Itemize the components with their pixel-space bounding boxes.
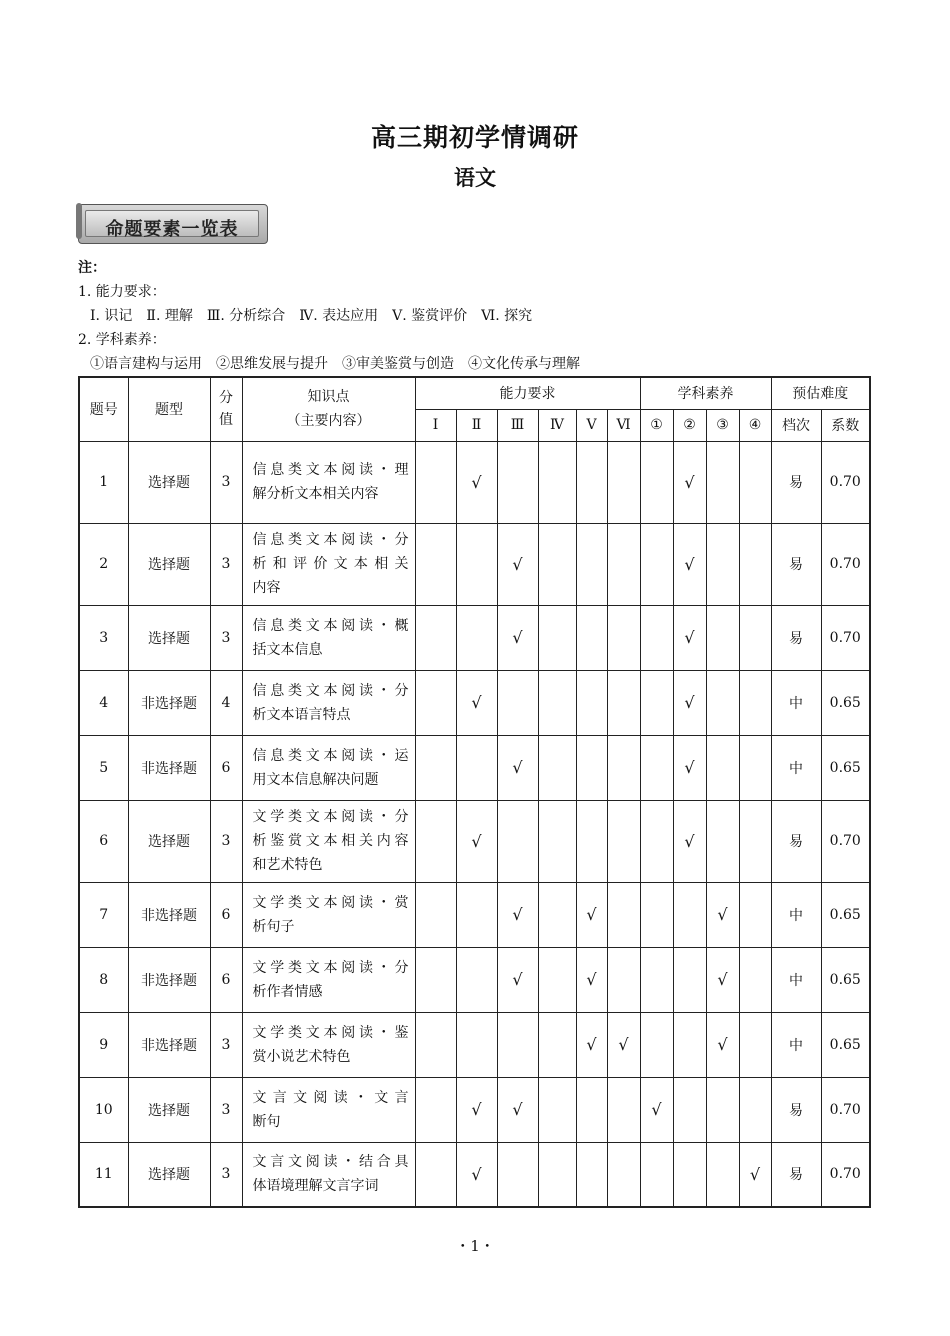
cell-ability-1: [415, 523, 456, 605]
table-row: [79, 1012, 870, 1077]
cell-ability-4: [538, 800, 576, 882]
table-row: [79, 735, 870, 800]
cell-ability-6: [607, 1012, 640, 1077]
check-mark: √: [512, 970, 523, 989]
check-mark: √: [471, 693, 482, 712]
cell-ability-6: [607, 800, 640, 882]
literacy-notes-items: ①语言建构与运用 ②思维发展与提升 ③审美鉴赏与创造 ④文化传承与理解: [90, 356, 580, 372]
check-mark: √: [684, 758, 695, 777]
cell-level: 易: [771, 1142, 821, 1207]
cell-literacy-1: [640, 735, 673, 800]
table-row: [79, 800, 870, 882]
cell-literacy-4: [739, 882, 771, 947]
cell-ability-1: [415, 1142, 456, 1207]
check-mark: √: [684, 628, 695, 647]
cell-ability-2: [456, 1012, 497, 1077]
check-mark: √: [651, 1100, 662, 1119]
header-number: 题号: [79, 377, 128, 441]
cell-literacy-2: [673, 735, 706, 800]
table-row: [79, 441, 870, 523]
cell-coef: 0.70: [821, 800, 870, 882]
cell-ability-3: [497, 605, 538, 670]
cell-score: 3: [210, 1142, 242, 1207]
cell-knowledge: [242, 1012, 415, 1077]
cell-literacy-3: [706, 605, 739, 670]
cell-score: 6: [210, 882, 242, 947]
cell-ability-5: [576, 523, 607, 605]
cell-number: 7: [79, 882, 128, 947]
cell-literacy-3: [706, 441, 739, 523]
check-mark: √: [618, 1035, 629, 1054]
knowledge-line: 文学类文本阅读・赏: [252, 894, 409, 911]
page-title: 高三期初学情调研: [370, 123, 579, 152]
check-mark: √: [512, 758, 523, 777]
knowledge-line: 文学类文本阅读・鉴: [252, 1024, 409, 1041]
cell-ability-2: [456, 523, 497, 605]
cell-score: 3: [210, 800, 242, 882]
check-mark: √: [471, 1100, 482, 1119]
cell-coef: 0.65: [821, 882, 870, 947]
check-mark: √: [684, 554, 695, 574]
cell-level: 中: [771, 1012, 821, 1077]
header-ability-col: Ⅳ: [538, 409, 576, 441]
cell-literacy-1: [640, 800, 673, 882]
badge-decoration: [76, 203, 82, 239]
cell-ability-6: [607, 882, 640, 947]
cell-number: 10: [79, 1077, 128, 1142]
cell-literacy-1: [640, 1077, 673, 1142]
cell-ability-5: [576, 605, 607, 670]
cell-literacy-4: [739, 441, 771, 523]
cell-type: 选择题: [128, 523, 210, 605]
cell-ability-1: [415, 800, 456, 882]
header-score: [210, 377, 242, 441]
cell-coef: 0.65: [821, 670, 870, 735]
cell-knowledge: [242, 947, 415, 1012]
cell-knowledge: [242, 441, 415, 523]
cell-ability-3: [497, 523, 538, 605]
cell-ability-3: [497, 670, 538, 735]
cell-literacy-4: [739, 800, 771, 882]
knowledge-line: 析和评价文本相关: [252, 556, 409, 572]
table-row: [79, 1077, 870, 1142]
cell-ability-3: [497, 1077, 538, 1142]
cell-literacy-1: [640, 947, 673, 1012]
cell-type: 非选择题: [128, 947, 210, 1012]
cell-ability-2: [456, 605, 497, 670]
check-mark: √: [684, 693, 695, 712]
cell-literacy-1: [640, 1142, 673, 1207]
cell-ability-1: [415, 947, 456, 1012]
cell-literacy-3: [706, 882, 739, 947]
table-row: [79, 1142, 870, 1207]
cell-literacy-1: [640, 441, 673, 523]
header-coef: 系数: [821, 409, 870, 441]
header-literacy-col: ③: [706, 409, 739, 441]
cell-literacy-2: [673, 1142, 706, 1207]
badge-label: 命题要素一览表: [105, 219, 239, 240]
cell-number: 9: [79, 1012, 128, 1077]
cell-score: 4: [210, 670, 242, 735]
cell-ability-4: [538, 1077, 576, 1142]
cell-literacy-2: [673, 800, 706, 882]
cell-ability-6: [607, 605, 640, 670]
cell-literacy-3: [706, 735, 739, 800]
cell-ability-5: [576, 1142, 607, 1207]
cell-score: 3: [210, 523, 242, 605]
header-knowledge: [242, 377, 415, 441]
header-literacy-col: ①: [640, 409, 673, 441]
cell-literacy-3: [706, 523, 739, 605]
cell-coef: 0.70: [821, 441, 870, 523]
cell-ability-5: [576, 1012, 607, 1077]
cell-ability-6: [607, 1142, 640, 1207]
cell-type: 选择题: [128, 1142, 210, 1207]
cell-type: 非选择题: [128, 735, 210, 800]
cell-score: 6: [210, 735, 242, 800]
cell-literacy-4: [739, 1142, 771, 1207]
cell-ability-4: [538, 735, 576, 800]
literacy-notes-title: 2. 学科素养：: [78, 332, 166, 348]
table-row: [79, 670, 870, 735]
cell-literacy-4: [739, 670, 771, 735]
cell-ability-4: [538, 670, 576, 735]
cell-ability-4: [538, 947, 576, 1012]
question-elements-table: [78, 376, 871, 1208]
check-mark: √: [684, 472, 695, 492]
header-ability-col: Ⅲ: [497, 409, 538, 441]
table-header-row: [79, 377, 870, 409]
knowledge-line: 信息类文本阅读・概: [252, 617, 409, 634]
cell-score: 3: [210, 441, 242, 523]
header-type: 题型: [128, 377, 210, 441]
cell-level: 易: [771, 523, 821, 605]
cell-ability-5: [576, 947, 607, 1012]
cell-coef: 0.70: [821, 1142, 870, 1207]
header-literacy: 学科素养: [640, 377, 771, 409]
cell-ability-4: [538, 441, 576, 523]
table-row: [79, 605, 870, 670]
cell-ability-6: [607, 523, 640, 605]
cell-ability-4: [538, 523, 576, 605]
header-knowledge-line2: （主要内容）: [286, 413, 371, 430]
check-mark: √: [684, 831, 695, 851]
knowledge-line: 用文本信息解决问题: [252, 771, 379, 788]
cell-ability-4: [538, 1142, 576, 1207]
check-mark: √: [471, 472, 482, 492]
cell-ability-6: [607, 735, 640, 800]
cell-ability-2: [456, 1142, 497, 1207]
cell-literacy-3: [706, 670, 739, 735]
page-subtitle: 语文: [454, 166, 496, 190]
cell-ability-1: [415, 735, 456, 800]
check-mark: √: [512, 554, 523, 574]
cell-ability-3: [497, 882, 538, 947]
cell-literacy-1: [640, 605, 673, 670]
cell-literacy-2: [673, 1077, 706, 1142]
cell-number: 2: [79, 523, 128, 605]
table-row: [79, 523, 870, 605]
cell-score: 6: [210, 947, 242, 1012]
cell-type: 选择题: [128, 605, 210, 670]
cell-level: 易: [771, 1077, 821, 1142]
cell-level: 中: [771, 882, 821, 947]
cell-knowledge: [242, 735, 415, 800]
knowledge-line: 析文本语言特点: [252, 706, 351, 723]
badge-inner: [85, 210, 259, 240]
header-literacy-col: ④: [739, 409, 771, 441]
section-badge: [78, 204, 268, 244]
knowledge-line: 和艺术特色: [252, 857, 323, 873]
header-score-text: 分值: [219, 390, 233, 429]
check-mark: √: [586, 905, 597, 924]
cell-ability-4: [538, 1012, 576, 1077]
knowledge-line: 文学类文本阅读・分: [252, 809, 409, 825]
table-row: [79, 947, 870, 1012]
cell-ability-5: [576, 1077, 607, 1142]
check-mark: √: [512, 905, 523, 924]
knowledge-line: 文学类文本阅读・分: [252, 959, 409, 976]
cell-number: 6: [79, 800, 128, 882]
cell-ability-4: [538, 882, 576, 947]
cell-literacy-1: [640, 523, 673, 605]
cell-number: 11: [79, 1142, 128, 1207]
cell-literacy-1: [640, 670, 673, 735]
cell-ability-2: [456, 1077, 497, 1142]
cell-score: 3: [210, 1012, 242, 1077]
cell-type: 非选择题: [128, 670, 210, 735]
cell-ability-1: [415, 605, 456, 670]
cell-ability-3: [497, 441, 538, 523]
cell-literacy-2: [673, 882, 706, 947]
cell-knowledge: [242, 882, 415, 947]
cell-ability-5: [576, 735, 607, 800]
cell-knowledge: [242, 523, 415, 605]
page-number: ・1・: [455, 1237, 495, 1255]
header-difficulty: 预估难度: [771, 377, 870, 409]
cell-level: 易: [771, 800, 821, 882]
knowledge-line: 信息类文本阅读・分: [252, 682, 409, 699]
cell-literacy-3: [706, 947, 739, 1012]
cell-coef: 0.65: [821, 947, 870, 1012]
ability-notes-items: Ⅰ. 识记 Ⅱ. 理解 Ⅲ. 分析综合 Ⅳ. 表达应用 Ⅴ. 鉴赏评价 Ⅵ. 探究: [90, 308, 533, 324]
cell-ability-5: [576, 800, 607, 882]
cell-score: 3: [210, 1077, 242, 1142]
cell-coef: 0.70: [821, 1077, 870, 1142]
check-mark: √: [717, 1035, 728, 1054]
cell-literacy-4: [739, 1012, 771, 1077]
cell-number: 8: [79, 947, 128, 1012]
cell-ability-3: [497, 1012, 538, 1077]
check-mark: √: [717, 970, 728, 989]
cell-level: 中: [771, 670, 821, 735]
header-knowledge-line1: 知识点: [307, 389, 350, 406]
knowledge-line: 括文本信息: [252, 641, 323, 658]
cell-ability-4: [538, 605, 576, 670]
cell-ability-2: [456, 800, 497, 882]
header-ability-col: Ⅴ: [576, 409, 607, 441]
cell-score: 3: [210, 605, 242, 670]
cell-knowledge: [242, 800, 415, 882]
header-ability-col: Ⅵ: [607, 409, 640, 441]
cell-coef: 0.65: [821, 1012, 870, 1077]
cell-ability-5: [576, 670, 607, 735]
cell-knowledge: [242, 1142, 415, 1207]
cell-ability-6: [607, 947, 640, 1012]
cell-literacy-2: [673, 523, 706, 605]
table-body: [79, 441, 870, 1207]
cell-literacy-4: [739, 523, 771, 605]
cell-number: 1: [79, 441, 128, 523]
check-mark: √: [586, 970, 597, 989]
check-mark: √: [749, 1164, 761, 1184]
check-mark: √: [512, 628, 523, 647]
knowledge-line: 析句子: [252, 918, 295, 935]
cell-literacy-2: [673, 670, 706, 735]
cell-level: 中: [771, 947, 821, 1012]
cell-ability-3: [497, 1142, 538, 1207]
cell-literacy-3: [706, 1142, 739, 1207]
cell-type: 选择题: [128, 1077, 210, 1142]
cell-literacy-4: [739, 605, 771, 670]
cell-number: 3: [79, 605, 128, 670]
knowledge-line: 析作者情感: [252, 983, 323, 1000]
cell-ability-1: [415, 882, 456, 947]
cell-ability-2: [456, 670, 497, 735]
cell-type: 非选择题: [128, 1012, 210, 1077]
knowledge-line: 信息类文本阅读・理: [252, 462, 409, 478]
cell-literacy-2: [673, 605, 706, 670]
cell-literacy-4: [739, 947, 771, 1012]
cell-ability-5: [576, 882, 607, 947]
cell-level: 中: [771, 735, 821, 800]
cell-ability-1: [415, 1077, 456, 1142]
cell-ability-3: [497, 735, 538, 800]
cell-ability-1: [415, 1012, 456, 1077]
cell-literacy-4: [739, 1077, 771, 1142]
header-level: 档次: [771, 409, 821, 441]
knowledge-line: 文言文阅读・结合具: [252, 1154, 409, 1171]
cell-ability-1: [415, 441, 456, 523]
cell-literacy-3: [706, 800, 739, 882]
check-mark: √: [471, 1164, 482, 1184]
cell-literacy-2: [673, 1012, 706, 1077]
cell-knowledge: [242, 670, 415, 735]
cell-number: 4: [79, 670, 128, 735]
cell-knowledge: [242, 1077, 415, 1142]
cell-ability-2: [456, 735, 497, 800]
knowledge-line: 赏小说艺术特色: [252, 1048, 351, 1065]
knowledge-line: 解分析文本相关内容: [252, 486, 379, 502]
check-mark: √: [717, 905, 728, 924]
cell-ability-2: [456, 441, 497, 523]
cell-literacy-1: [640, 882, 673, 947]
header-ability-col: Ⅱ: [456, 409, 497, 441]
cell-level: 易: [771, 441, 821, 523]
cell-ability-2: [456, 882, 497, 947]
knowledge-line: 断句: [252, 1113, 281, 1130]
knowledge-line: 内容: [252, 580, 281, 596]
table-row: [79, 882, 870, 947]
header-literacy-col: ②: [673, 409, 706, 441]
cell-ability-5: [576, 441, 607, 523]
ability-notes-title: 1. 能力要求：: [78, 284, 166, 300]
knowledge-line: 信息类文本阅读・分: [252, 532, 409, 548]
cell-literacy-2: [673, 947, 706, 1012]
header-ability: 能力要求: [415, 377, 640, 409]
check-mark: √: [586, 1035, 597, 1054]
check-mark: √: [512, 1100, 523, 1119]
cell-coef: 0.70: [821, 523, 870, 605]
cell-ability-6: [607, 1077, 640, 1142]
cell-ability-6: [607, 441, 640, 523]
cell-literacy-1: [640, 1012, 673, 1077]
cell-type: 非选择题: [128, 882, 210, 947]
header-ability-col: Ⅰ: [415, 409, 456, 441]
cell-literacy-3: [706, 1077, 739, 1142]
cell-ability-3: [497, 800, 538, 882]
cell-literacy-2: [673, 441, 706, 523]
knowledge-line: 信息类文本阅读・运: [252, 747, 409, 764]
cell-number: 5: [79, 735, 128, 800]
cell-coef: 0.65: [821, 735, 870, 800]
notes-heading: 注：: [78, 260, 106, 276]
cell-knowledge: [242, 605, 415, 670]
cell-literacy-4: [739, 735, 771, 800]
check-mark: √: [471, 831, 482, 851]
cell-type: 选择题: [128, 800, 210, 882]
knowledge-line: 文言文阅读・文言: [252, 1089, 409, 1106]
cell-ability-1: [415, 670, 456, 735]
knowledge-line: 析鉴赏文本相关内容: [252, 833, 409, 849]
knowledge-line: 体语境理解文言字词: [252, 1178, 379, 1195]
cell-ability-6: [607, 670, 640, 735]
cell-ability-3: [497, 947, 538, 1012]
cell-coef: 0.70: [821, 605, 870, 670]
cell-type: 选择题: [128, 441, 210, 523]
cell-ability-2: [456, 947, 497, 1012]
cell-level: 易: [771, 605, 821, 670]
cell-literacy-3: [706, 1012, 739, 1077]
